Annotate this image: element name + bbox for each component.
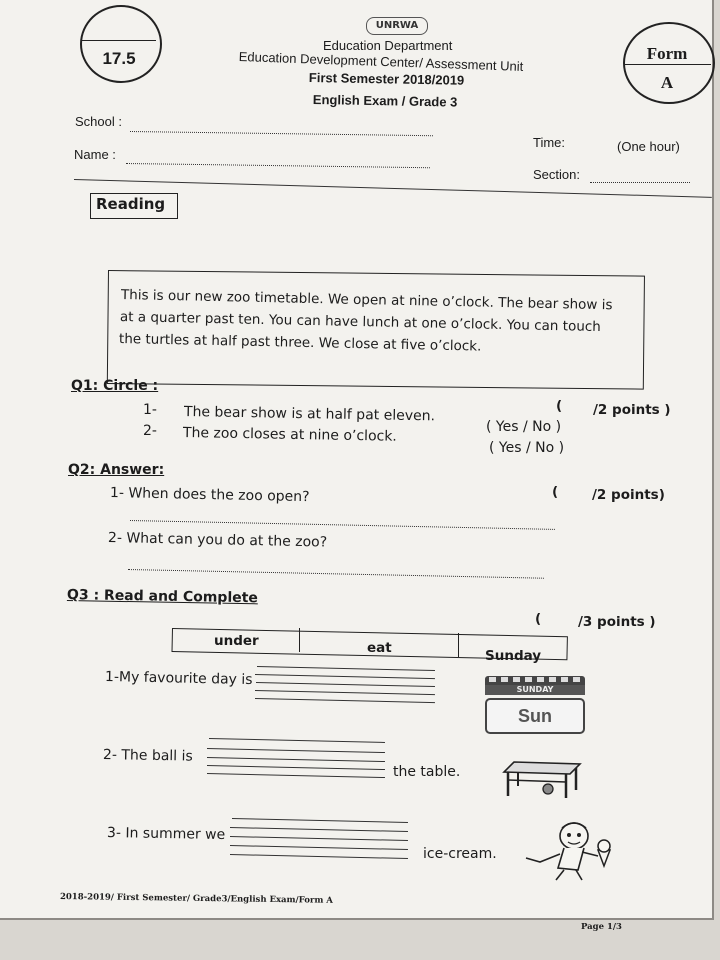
boy-eating-ice-cream-picture: [518, 818, 620, 882]
word-bank-word: eat: [367, 640, 392, 656]
q2-title: Q2: Answer:: [68, 462, 165, 478]
q2-points-open: (: [552, 484, 559, 500]
table-picture: [500, 756, 584, 800]
word-bank-divider: [299, 628, 300, 652]
school-input-line[interactable]: [130, 131, 433, 136]
word-bank-word: under: [214, 633, 259, 649]
calendar-picture: [485, 676, 586, 736]
q1-points-open: (: [556, 398, 563, 414]
section-input-line[interactable]: [590, 182, 690, 183]
score-circle: [80, 5, 162, 83]
q3-points-open: (: [535, 611, 542, 627]
passage-line: at a quarter past ten. You can have lunch at one o’clock. You can touch: [119, 309, 601, 336]
write-line[interactable]: [207, 757, 385, 762]
reading-title: Reading: [96, 195, 166, 213]
passage-line: This is our new zoo timetable. We open at nine o’clock. The bear show is: [120, 287, 613, 314]
write-line[interactable]: [255, 690, 435, 695]
write-line[interactable]: [207, 765, 385, 770]
word-bank-word: Sunday: [485, 648, 542, 664]
q1-points: /2 points ): [593, 402, 671, 418]
write-line[interactable]: [232, 818, 408, 823]
q1-item-choice[interactable]: ( Yes / No ): [486, 419, 562, 435]
q2-answer-line[interactable]: [130, 520, 555, 530]
write-line[interactable]: [209, 738, 385, 743]
time-label: Time:: [533, 135, 566, 150]
q1-item-text: The bear show is at half pat eleven.: [183, 404, 436, 425]
q1-item-number: 1-: [143, 402, 157, 418]
write-line[interactable]: [207, 773, 385, 778]
calendar-day-main: Sun: [485, 698, 585, 734]
q3-item-prefix: 2- The ball is: [102, 747, 193, 765]
write-line[interactable]: [257, 666, 435, 671]
form-value: A: [660, 73, 674, 92]
school-label: School :: [75, 114, 122, 129]
write-line[interactable]: [230, 854, 408, 859]
form-divider: [625, 64, 711, 65]
name-label: Name :: [74, 147, 116, 162]
section-label: Section:: [533, 167, 580, 182]
header-semester: First Semester 2018/2019: [308, 70, 465, 88]
passage-line: the turtles at half past three. We close at five o’clock.: [118, 331, 482, 355]
score-divider: [82, 40, 156, 41]
calendar-day-label: SUNDAY: [485, 685, 585, 695]
q2-answer-line[interactable]: [128, 569, 544, 579]
q3-item-prefix: 3- In summer we: [106, 825, 226, 844]
write-line[interactable]: [207, 748, 385, 753]
q3-item-suffix: the table.: [393, 764, 461, 780]
write-line[interactable]: [230, 845, 408, 850]
write-line[interactable]: [230, 836, 408, 841]
time-value: (One hour): [617, 139, 680, 154]
q1-item-number: 2-: [143, 423, 157, 439]
q3-title: Q3 : Read and Complete: [66, 587, 259, 607]
word-bank-divider: [458, 633, 459, 657]
header-line1: Education Department: [323, 38, 453, 53]
q1-item-choice[interactable]: ( Yes / No ): [489, 440, 565, 456]
q3-points: /3 points ): [578, 614, 656, 630]
q1-title: Q1: Circle :: [71, 378, 159, 394]
page-number: Page 1/3: [581, 922, 622, 932]
write-line[interactable]: [230, 827, 408, 832]
score-value: 17.5: [102, 49, 136, 68]
name-input-line[interactable]: [126, 163, 430, 168]
q2-question: 2- What can you do at the zoo?: [107, 530, 328, 551]
q3-item-prefix: 1-My favourite day is: [104, 669, 253, 689]
form-label: Form: [646, 44, 688, 63]
q2-question: 1- When does the zoo open?: [109, 485, 310, 506]
footer-text: 2018-2019/ First Semester/ Grade3/English Exam/Form A: [59, 892, 333, 906]
q2-points: /2 points): [592, 487, 665, 503]
write-line[interactable]: [255, 674, 435, 679]
unrwa-logo: [366, 17, 428, 35]
header-line2: Education Development Center/ Assessment Unit: [238, 49, 524, 74]
q1-item-text: The zoo closes at nine o’clock.: [182, 425, 397, 445]
q3-item-suffix: ice-cream.: [423, 846, 497, 862]
header-exam: English Exam / Grade 3: [312, 92, 458, 110]
logo-text: UNRWA: [375, 20, 419, 31]
write-line[interactable]: [256, 682, 435, 687]
write-line[interactable]: [255, 698, 435, 703]
